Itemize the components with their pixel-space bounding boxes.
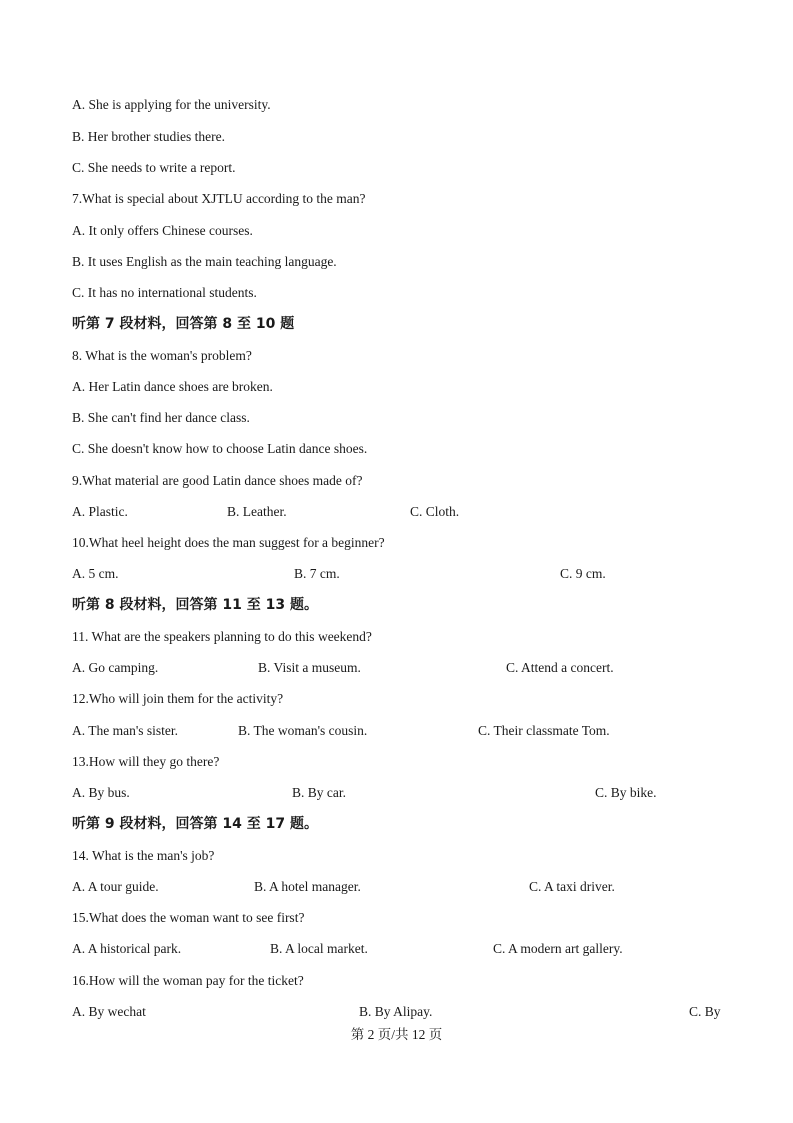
options-row <box>72 783 733 803</box>
option-a: A. Plastic. <box>72 504 128 519</box>
question-11: 11. What are the speakers planning to do this weekend? <box>72 629 372 644</box>
option-c: C. Cloth. <box>410 504 460 519</box>
option-line: B. Her brother studies there. <box>72 129 225 144</box>
option-a: A. By wechat <box>72 1004 146 1019</box>
option-b: B. By Alipay. <box>359 1004 433 1019</box>
option-c: C. By <box>689 1004 721 1019</box>
option-c: C. Their classmate Tom. <box>478 723 610 738</box>
option-b: B. The woman's cousin. <box>238 723 368 738</box>
option-a: A. The man's sister. <box>72 723 179 738</box>
options-row <box>72 502 733 522</box>
question-9: 9.What material are good Latin dance shoes made of? <box>72 473 363 488</box>
option-line: C. She needs to write a report. <box>72 160 236 175</box>
section-heading: 听第 9 段材料，回答第 14 至 17 题。 <box>72 816 318 832</box>
option-b: B. Visit a museum. <box>258 660 361 675</box>
option-b: B. Leather. <box>227 504 287 519</box>
option-c: C. Attend a concert. <box>506 660 614 675</box>
option-line: C. It has no international students. <box>72 285 257 300</box>
question-13: 13.How will they go there? <box>72 754 220 769</box>
option-b: B. A local market. <box>270 941 368 956</box>
option-line: A. Her Latin dance shoes are broken. <box>72 379 273 394</box>
section-heading: 听第 7 段材料，回答第 8 至 10 题 <box>72 316 295 332</box>
option-c: C. A taxi driver. <box>529 879 615 894</box>
option-b: B. By car. <box>292 785 346 800</box>
option-line: A. She is applying for the university. <box>72 97 271 112</box>
question-8: 8. What is the woman's problem? <box>72 348 252 363</box>
question-7: 7.What is special about XJTLU according to the man? <box>72 191 366 206</box>
option-a: A. By bus. <box>72 785 130 800</box>
option-a: A. A tour guide. <box>72 879 159 894</box>
question-15: 15.What does the woman want to see first? <box>72 910 305 925</box>
options-row <box>72 939 733 959</box>
option-a: A. 5 cm. <box>72 566 119 581</box>
options-row <box>72 658 733 678</box>
question-16: 16.How will the woman pay for the ticket? <box>72 973 304 988</box>
options-row <box>72 721 733 741</box>
option-line: A. It only offers Chinese courses. <box>72 223 253 238</box>
option-line: B. It uses English as the main teaching language. <box>72 254 337 269</box>
option-b: B. A hotel manager. <box>254 879 361 894</box>
question-10: 10.What heel height does the man suggest for a beginner? <box>72 535 385 550</box>
section-heading: 听第 8 段材料，回答第 11 至 13 题。 <box>72 597 318 613</box>
question-12: 12.Who will join them for the activity? <box>72 691 284 706</box>
options-row <box>72 877 733 897</box>
option-line: C. She doesn't know how to choose Latin dance shoes. <box>72 441 368 456</box>
option-a: A. Go camping. <box>72 660 159 675</box>
option-c: C. By bike. <box>595 785 657 800</box>
options-row <box>72 1002 733 1022</box>
option-a: A. A historical park. <box>72 941 182 956</box>
question-14: 14. What is the man's job? <box>72 848 215 863</box>
option-b: B. 7 cm. <box>294 566 340 581</box>
option-c: C. 9 cm. <box>560 566 606 581</box>
options-row <box>72 564 733 584</box>
option-c: C. A modern art gallery. <box>493 941 623 956</box>
option-line: B. She can't find her dance class. <box>72 410 250 425</box>
page-footer: 第 2 页/共 12 页 <box>350 1027 443 1042</box>
